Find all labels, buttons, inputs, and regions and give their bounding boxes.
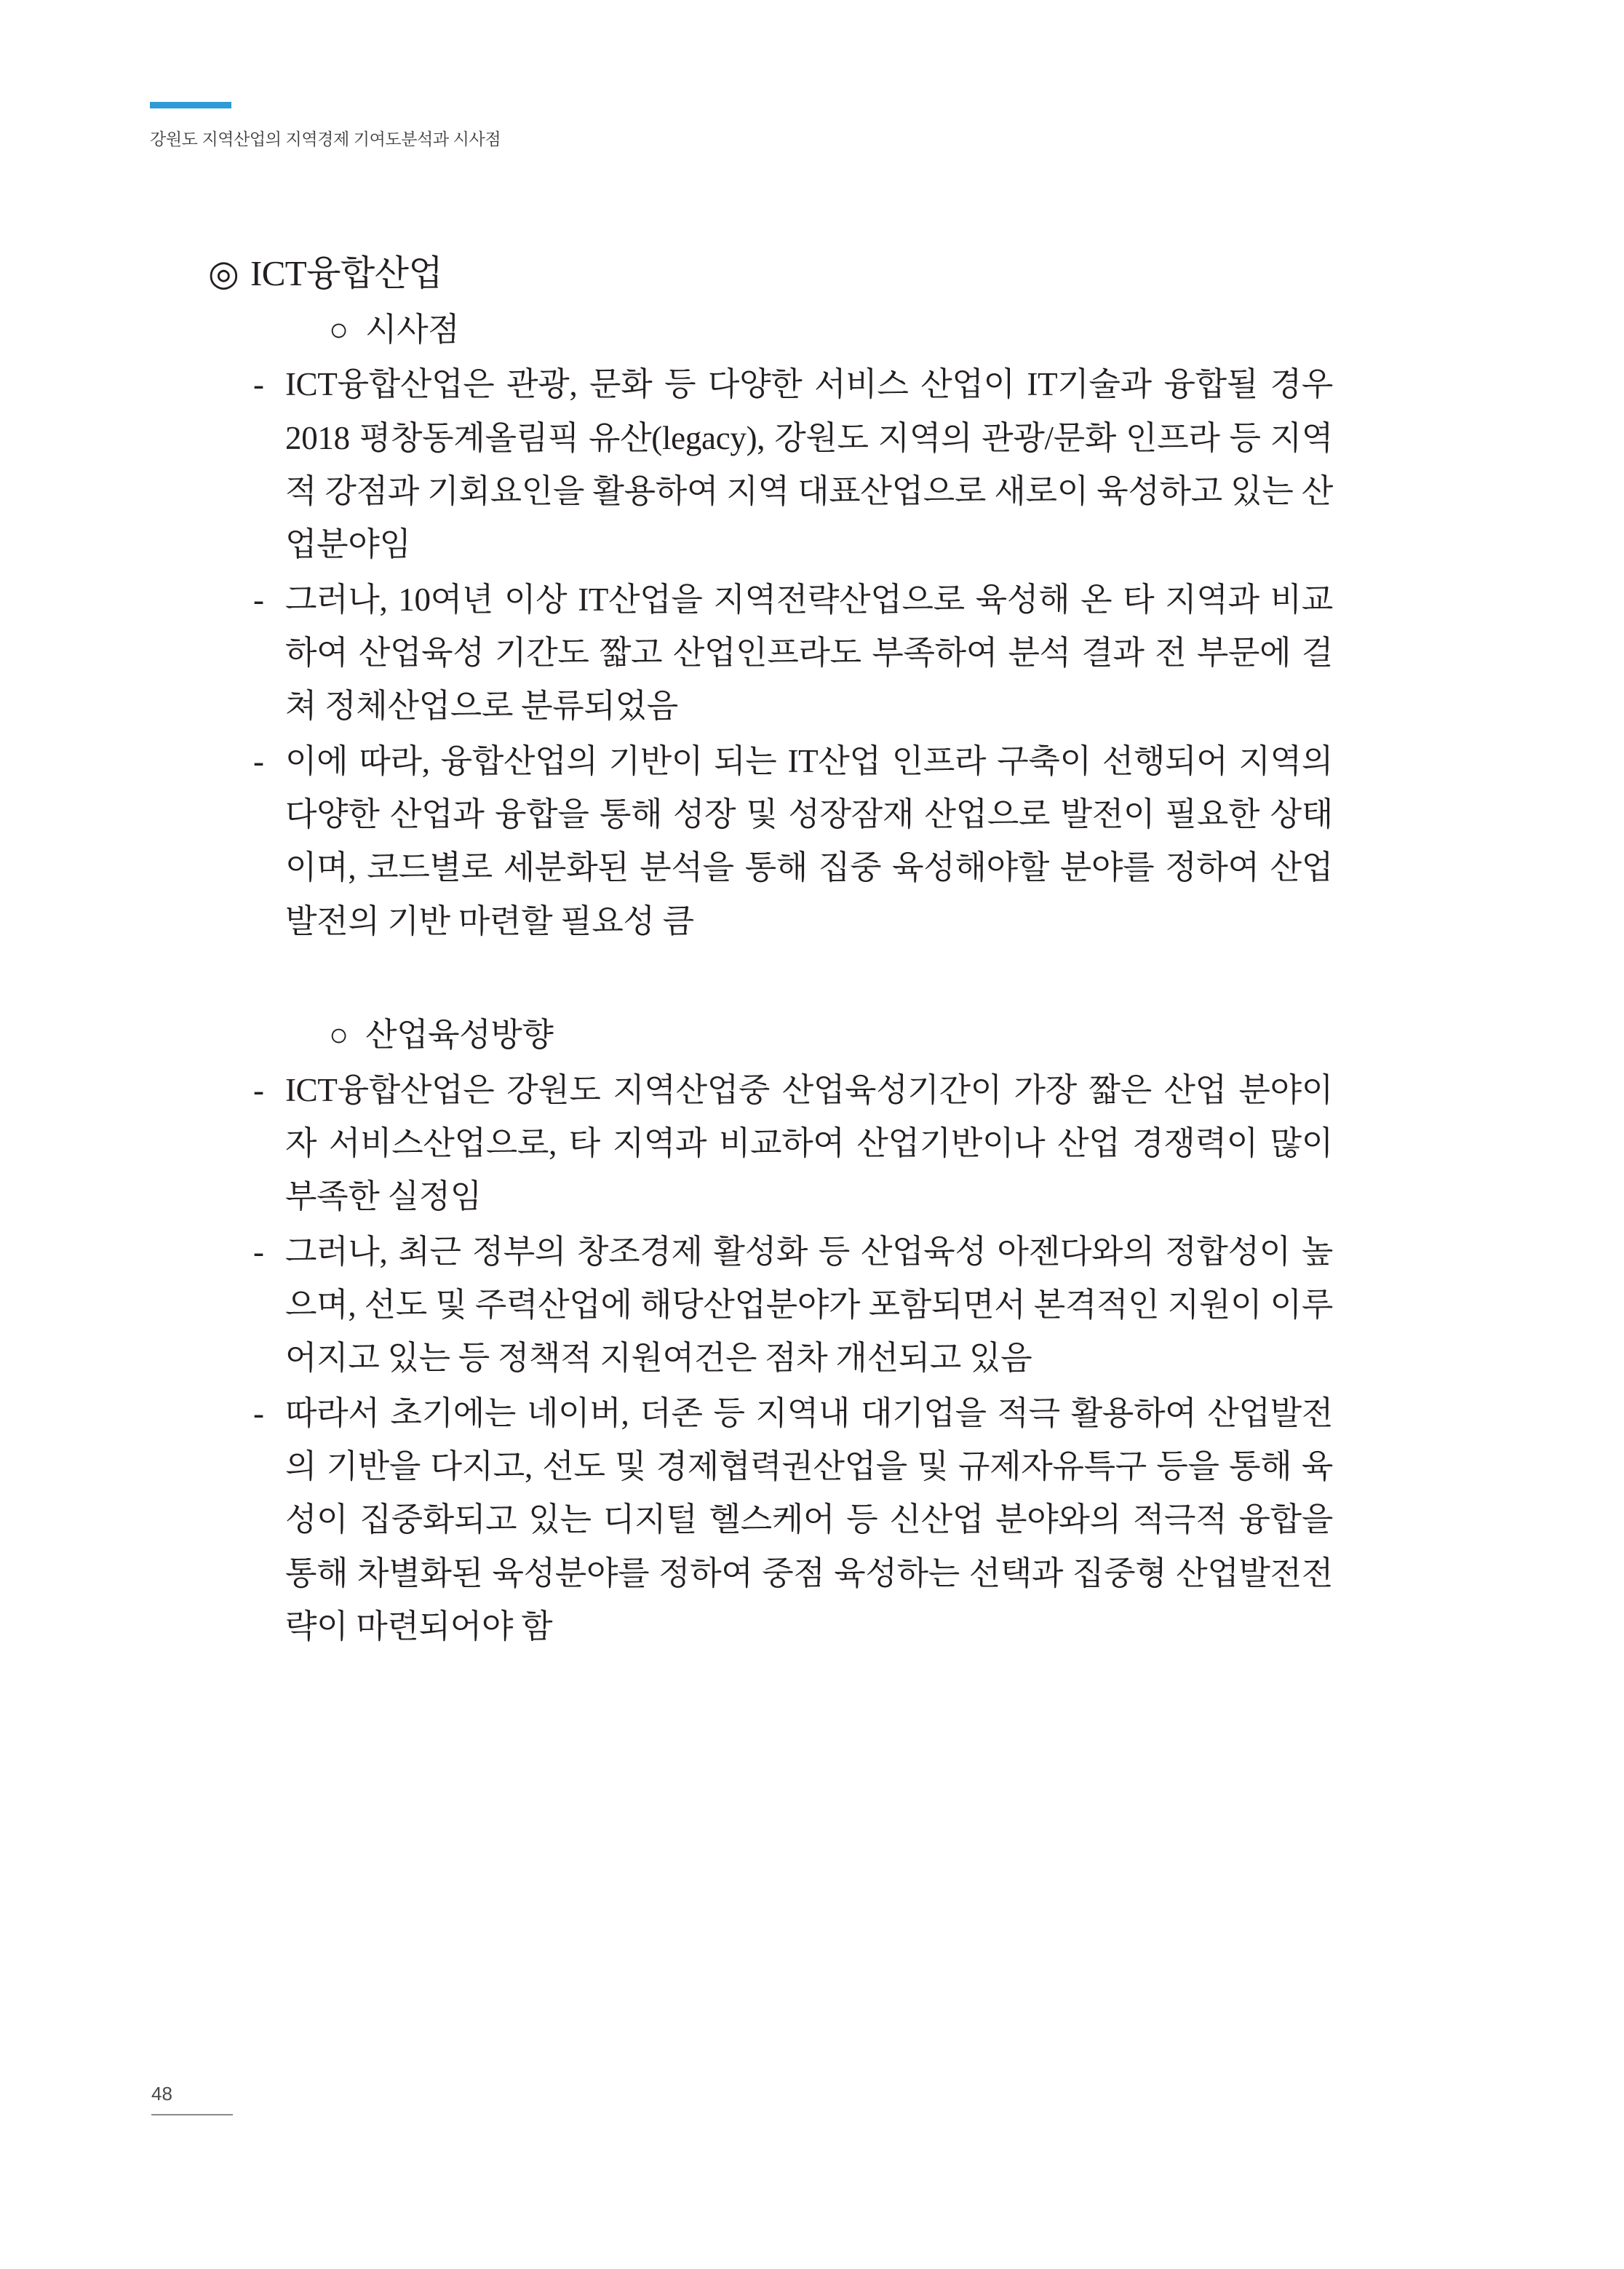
- dash-marker-icon: -: [253, 366, 264, 403]
- footer-rule: [151, 2114, 233, 2115]
- list-item: [253, 573, 1333, 734]
- subsection-heading-1: [329, 309, 1624, 351]
- subsection-heading-1-label: 시사점: [365, 311, 460, 348]
- dash-marker-icon: -: [253, 1233, 264, 1270]
- list-item: [253, 358, 1333, 571]
- dash-marker-icon: -: [253, 1071, 264, 1108]
- page-header: [150, 102, 1314, 150]
- header-accent-rule: [150, 102, 231, 108]
- circle-marker-icon: ○: [329, 311, 349, 348]
- list-item: [253, 1225, 1333, 1386]
- list-item: [253, 1064, 1333, 1224]
- subsection-heading-2-label: 산업육성방향: [365, 1017, 554, 1053]
- section-heading-label: ICT융합산업: [250, 253, 443, 293]
- page-footer: [151, 2083, 268, 2115]
- section-marker-icon: ◎: [208, 253, 239, 293]
- header-title: 강원도 지역산업의 지역경제 기여도분석과 시사점: [150, 130, 501, 148]
- page-content: [0, 251, 1624, 1655]
- list-item-text: ICT융합산업은 강원도 지역산업중 산업육성기간이 가장 짧은 산업 분야이자 서비스산업으로, 타 지역과 비교하여 산업기반이나 산업 경쟁력이 많이 부족한 실정임: [285, 1071, 1333, 1215]
- dash-marker-icon: -: [253, 581, 264, 618]
- list-item-text: 그러나, 최근 정부의 창조경제 활성화 등 산업육성 아젠다와의 정합성이 높으며, 선도 및 주력산업에 해당산업분야가 포함되면서 본격적인 지원이 이루어지고 있는 등 정책적 지원여건은 점차 개선되고 있음: [285, 1233, 1333, 1377]
- list-item: [253, 1387, 1333, 1654]
- list-item-text: 따라서 초기에는 네이버, 더존 등 지역내 대기업을 적극 활용하여 산업발전의 기반을 다지고, 선도 및 경제협력권산업을 및 규제자유특구 등을 통해 육성이 집중화되고 있는 디지털 헬스케어 등 신산업 분야와의 적극적 융합을 통해 차별화된 육성분야를 정하여 중점 육성하는 선택과 집중형 산업발전전략이 마련되어야 함: [285, 1394, 1333, 1645]
- list-item: [253, 735, 1333, 948]
- list-item-text: 이에 따라, 융합산업의 기반이 되는 IT산업 인프라 구축이 선행되어 지역의 다양한 산업과 융합을 통해 성장 및 성장잠재 산업으로 발전이 필요한 상태이며, 코드별로 세분화된 분석을 통해 집중 육성해야할 분야를 정하여 산업발전의 기반 마련할 필요성 큼: [285, 742, 1333, 939]
- circle-marker-icon: ○: [329, 1017, 349, 1053]
- dash-marker-icon: -: [253, 742, 264, 779]
- section-spacer: [0, 950, 1624, 1005]
- subsection-heading-2: [329, 1014, 1624, 1057]
- page-number: 48: [151, 2083, 172, 2105]
- section-heading: [208, 251, 1624, 297]
- list-item-text: ICT융합산업은 관광, 문화 등 다양한 서비스 산업이 IT기술과 융합될 경우 2018 평창동계올림픽 유산(legacy), 강원도 지역의 관광/문화 인프라 등 지역적 강점과 기회요인을 활용하여 지역 대표산업으로 새로이 육성하고 있는 산업분야임: [285, 366, 1333, 563]
- dash-marker-icon: -: [253, 1394, 264, 1431]
- list-item-text: 그러나, 10여년 이상 IT산업을 지역전략산업으로 육성해 온 타 지역과 비교하여 산업육성 기간도 짧고 산업인프라도 부족하여 분석 결과 전 부문에 걸쳐 정체산업으로 분류되었음: [285, 581, 1333, 725]
